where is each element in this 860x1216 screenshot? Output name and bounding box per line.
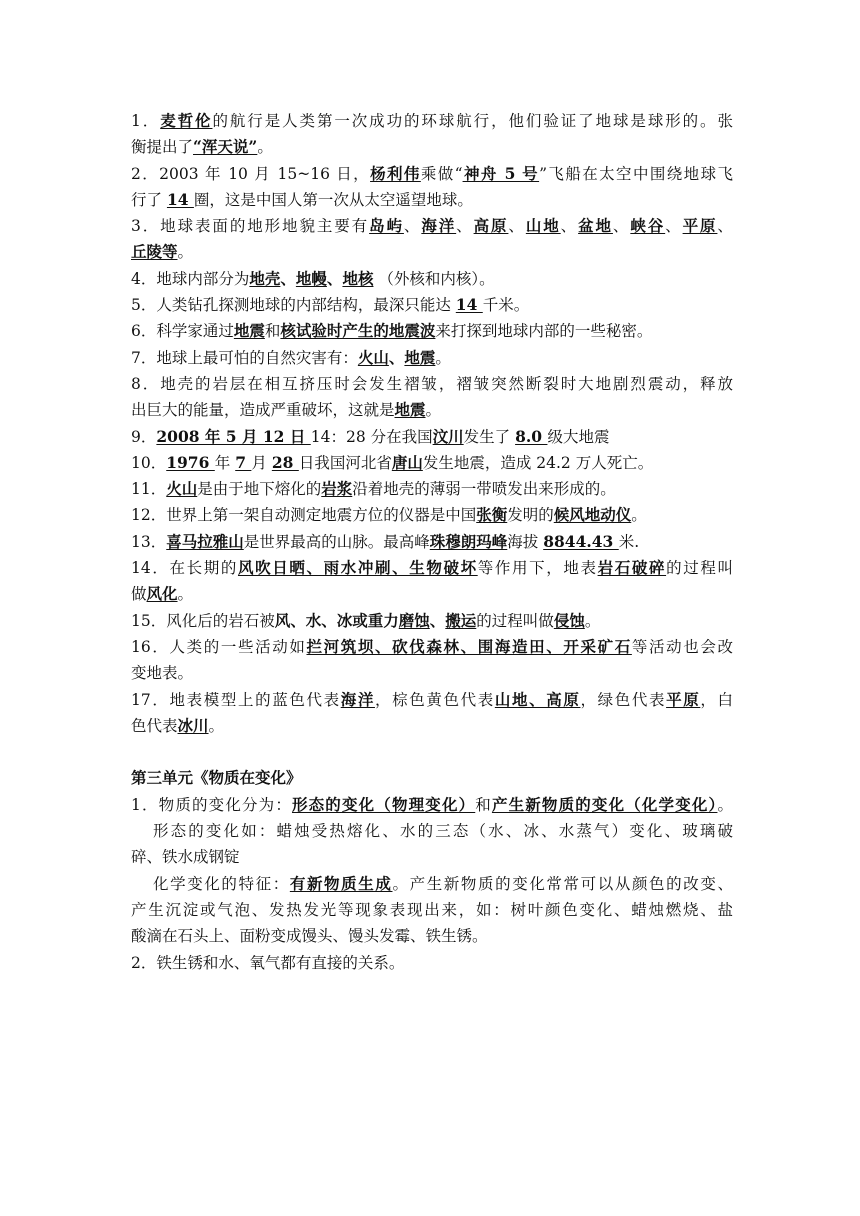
text-run: 千米。 — [482, 296, 530, 315]
text-run: 9． — [131, 427, 157, 446]
key-term: 平原 — [666, 689, 701, 709]
text-run: 8．地壳的岩层在相互挤压时会发生褶皱，褶皱突然断裂时大地剧烈震动，释放 — [131, 374, 733, 393]
text-line — [131, 161, 733, 187]
text-run: 的过程叫 — [666, 559, 733, 578]
text-run: 2．2003 年 10 月 15~16 日， — [131, 164, 371, 183]
text-run: 发明的 — [507, 506, 554, 525]
key-term: 拦河筑坝、砍伐森林、围海造田、开采矿石 — [306, 636, 632, 656]
text-run: 和 — [475, 795, 492, 814]
text-run: 的过程叫做 — [476, 611, 554, 630]
text-line — [131, 318, 733, 344]
section-heading — [131, 765, 733, 791]
text-run: 12．世界上第一架自动测定地震方位的仪器是中国 — [131, 506, 477, 525]
text-run: 、 — [612, 217, 631, 236]
text-line — [131, 134, 733, 160]
key-term: 岩石破碎 — [597, 558, 667, 578]
text-line — [131, 844, 733, 870]
text-run: 、 — [717, 217, 733, 236]
key-term: 珠穆朗玛峰 — [429, 531, 508, 551]
key-term: 盆地 — [578, 216, 613, 236]
key-term: 侵蚀 — [553, 610, 585, 630]
key-term: 2008 年 5 月 12 日 — [156, 426, 311, 446]
text-line — [131, 450, 733, 476]
text-line — [131, 397, 733, 423]
text-line — [131, 555, 733, 581]
text-run: 日我国河北省 — [298, 453, 392, 472]
text-run: 年 — [214, 453, 236, 472]
key-term: 14 — [166, 189, 194, 209]
text-line — [131, 345, 733, 371]
key-term: 海洋 — [340, 689, 375, 709]
key-term: 冰川 — [177, 715, 209, 735]
text-run: 1．物质的变化分为： — [131, 795, 292, 814]
text-line — [131, 213, 733, 239]
key-term: 有新物质生成 — [289, 873, 393, 893]
text-run: 的航行是人类第一次成功的环球航行，他们验证了地球是球形的。张 — [212, 112, 733, 130]
bold-text: 、 — [388, 347, 405, 367]
key-term: 搬运 — [445, 610, 477, 630]
text-run: 、 — [456, 217, 474, 236]
text-run: 10． — [131, 453, 167, 472]
text-run: 海拔 — [507, 532, 544, 551]
bold-text: 、 — [429, 610, 446, 630]
key-term: 地震 — [404, 347, 436, 367]
text-run: 乘做“ — [420, 164, 463, 183]
key-term: 丘陵等 — [131, 242, 178, 262]
text-run: 14．在长期的 — [131, 559, 238, 578]
key-term: 杨利伟 — [370, 163, 421, 183]
text-line — [131, 502, 733, 528]
text-run: ，棕色黄色代表 — [374, 690, 495, 709]
text-run: 。 — [584, 611, 601, 630]
text-run: 14：28 分在我国 — [310, 427, 433, 446]
key-term: 8.0 — [515, 426, 548, 446]
text-line — [131, 923, 733, 949]
key-term: 磨蚀 — [398, 610, 430, 630]
text-run: 7．地球上最可怕的自然灾害有： — [131, 348, 358, 367]
text-line — [131, 897, 733, 923]
key-term: 张衡 — [476, 505, 508, 525]
text-run: 产生沉淀或气泡、发热发光等现象表现出来，如：树叶颜色变化、蜡烛燃烧、盐 — [131, 900, 733, 919]
text-run: 发生地震，造成 24.2 万人死亡。 — [422, 453, 654, 472]
blank-line — [131, 739, 733, 765]
text-run: 1． — [131, 112, 161, 130]
key-term: 唐山 — [391, 452, 423, 472]
text-line — [131, 818, 733, 844]
text-run: 级大地震 — [547, 427, 610, 446]
text-run: 变地表。 — [131, 664, 194, 683]
text-run: （外核和内核）。 — [373, 269, 495, 288]
text-line — [131, 871, 733, 897]
key-term: 1976 — [166, 452, 215, 472]
key-term: 候风地动仪 — [553, 505, 632, 525]
text-run: 13． — [131, 532, 167, 551]
text-run: 16．人类的一些活动如 — [131, 637, 307, 656]
text-line — [131, 424, 733, 450]
text-line — [131, 581, 733, 607]
key-term: 山地 — [525, 216, 561, 236]
text-run: 酸滴在石头上、面粉变成馒头、馒头发霉、铁生锈。 — [131, 927, 488, 946]
text-line — [131, 950, 733, 976]
text-run: 行了 — [131, 190, 167, 209]
key-term: 岩浆 — [321, 479, 353, 499]
key-term: 风化 — [146, 584, 178, 604]
text-run: 化学变化的特征： — [153, 874, 290, 893]
text-line — [131, 292, 733, 318]
key-term: 神舟 5 号 — [462, 163, 540, 183]
text-run: 月 — [251, 453, 272, 472]
key-term: 7 — [235, 452, 252, 472]
key-term: 8844.43 — [543, 531, 619, 551]
text-line — [131, 476, 733, 502]
key-term: 28 — [271, 452, 299, 472]
text-run: 衡提出了 — [131, 138, 194, 157]
text-run: 。 — [177, 585, 194, 604]
text-line — [131, 713, 733, 739]
text-run: 米. — [618, 532, 640, 551]
text-line — [131, 371, 733, 397]
key-term: “浑天说” — [193, 137, 258, 157]
key-term: 山地、高原 — [494, 689, 581, 709]
text-run: ，白 — [700, 690, 733, 709]
key-term: 风吹日晒、雨水冲刷、生物破坏 — [237, 558, 478, 578]
text-run: 。 — [631, 506, 647, 525]
text-run: 17．地表模型上的蓝色代表 — [131, 690, 341, 709]
bold-text: 、 — [280, 268, 296, 288]
key-term: 峡谷 — [630, 216, 666, 236]
bold-text: 、 — [326, 268, 343, 288]
key-term: 产生新物质的变化（化学变化） — [491, 794, 718, 814]
text-run: 5．人类钻孔探测地球的内部结构，最深只能达 — [131, 296, 456, 315]
key-term: 平原 — [682, 216, 718, 236]
key-term: 14 — [455, 295, 483, 315]
text-run: 4．地球内部分为 — [131, 269, 250, 288]
text-line — [131, 108, 733, 134]
text-run: 11． — [131, 480, 167, 499]
text-run: 形态的变化如：蜡烛受热熔化、水的三态（水、冰、水蒸气）变化、玻璃破 — [153, 822, 733, 841]
key-term: 汶川 — [432, 426, 464, 446]
text-run: 是世界最高的山脉。最高峰 — [243, 532, 430, 551]
key-term: 核试验时产生的地震波 — [280, 321, 436, 341]
text-line — [131, 239, 733, 265]
text-run: 15．风化后的岩石被 — [131, 611, 275, 630]
text-line — [131, 660, 733, 686]
text-run: 。 — [717, 795, 733, 814]
text-line — [131, 608, 733, 634]
text-run: 和 — [264, 322, 281, 341]
key-term: 地核 — [342, 268, 374, 288]
key-term: 喜马拉雅山 — [166, 531, 244, 551]
text-run: 。 — [435, 348, 451, 367]
key-term: 麦哲伦 — [160, 111, 213, 130]
text-run: 沿着地壳的薄弱一带喷发出来形成的。 — [352, 480, 616, 499]
bold-text: 第三单元《物质在变化》 — [131, 768, 302, 788]
text-run: 来打探到地球内部的一些秘密。 — [435, 322, 653, 341]
text-run: 2．铁生锈和水、氧气都有直接的关系。 — [131, 953, 405, 972]
text-line — [131, 529, 733, 555]
key-term: 高原 — [473, 216, 509, 236]
key-term: 海洋 — [421, 216, 457, 236]
text-run: 。 — [177, 243, 194, 262]
text-line — [131, 687, 733, 713]
key-term: 火山 — [166, 479, 198, 499]
key-term: 地震 — [394, 400, 426, 420]
text-run: 。产生新物质的变化常常可以从颜色的改变、 — [392, 874, 733, 893]
text-run: 、 — [665, 217, 683, 236]
key-term: 岛屿 — [369, 216, 404, 236]
document-body — [131, 108, 733, 976]
text-run: 碎、铁水成钢锭 — [131, 848, 240, 867]
text-run: 。 — [257, 138, 273, 157]
key-term: 地震 — [233, 321, 265, 341]
text-run: 等活动也会改 — [631, 637, 733, 656]
text-run: 发生了 — [463, 427, 516, 446]
text-run: 圈，这是中国人第一次从太空遥望地球。 — [193, 190, 473, 209]
text-run: ，绿色代表 — [580, 690, 667, 709]
text-run: 6．科学家通过 — [131, 322, 234, 341]
text-line — [131, 187, 733, 213]
bold-text: 风、水、冰或重力 — [274, 610, 399, 630]
key-term: 火山 — [357, 347, 389, 367]
key-term: 形态的变化（物理变化） — [291, 794, 476, 814]
text-run: 、 — [560, 217, 579, 236]
text-run: 3．地球表面的地形地貌主要有 — [131, 217, 370, 236]
text-run: 色代表 — [131, 716, 178, 735]
key-term: 地幔 — [295, 268, 327, 288]
text-run: 出巨大的能量，造成严重破坏，这就是 — [131, 401, 395, 420]
text-run: 是由于地下熔化的 — [197, 480, 322, 499]
text-run: 做 — [131, 585, 147, 604]
text-run: 等作用下，地表 — [477, 559, 598, 578]
text-run: ”飞船在太空中围绕地球飞 — [539, 164, 733, 183]
text-run: 。 — [425, 401, 442, 420]
text-run: 、 — [508, 217, 526, 236]
text-line — [131, 634, 733, 660]
text-line — [131, 266, 733, 292]
text-line — [131, 792, 733, 818]
text-run: 。 — [208, 716, 225, 735]
key-term: 地壳 — [249, 268, 281, 288]
text-run: 、 — [403, 217, 422, 236]
